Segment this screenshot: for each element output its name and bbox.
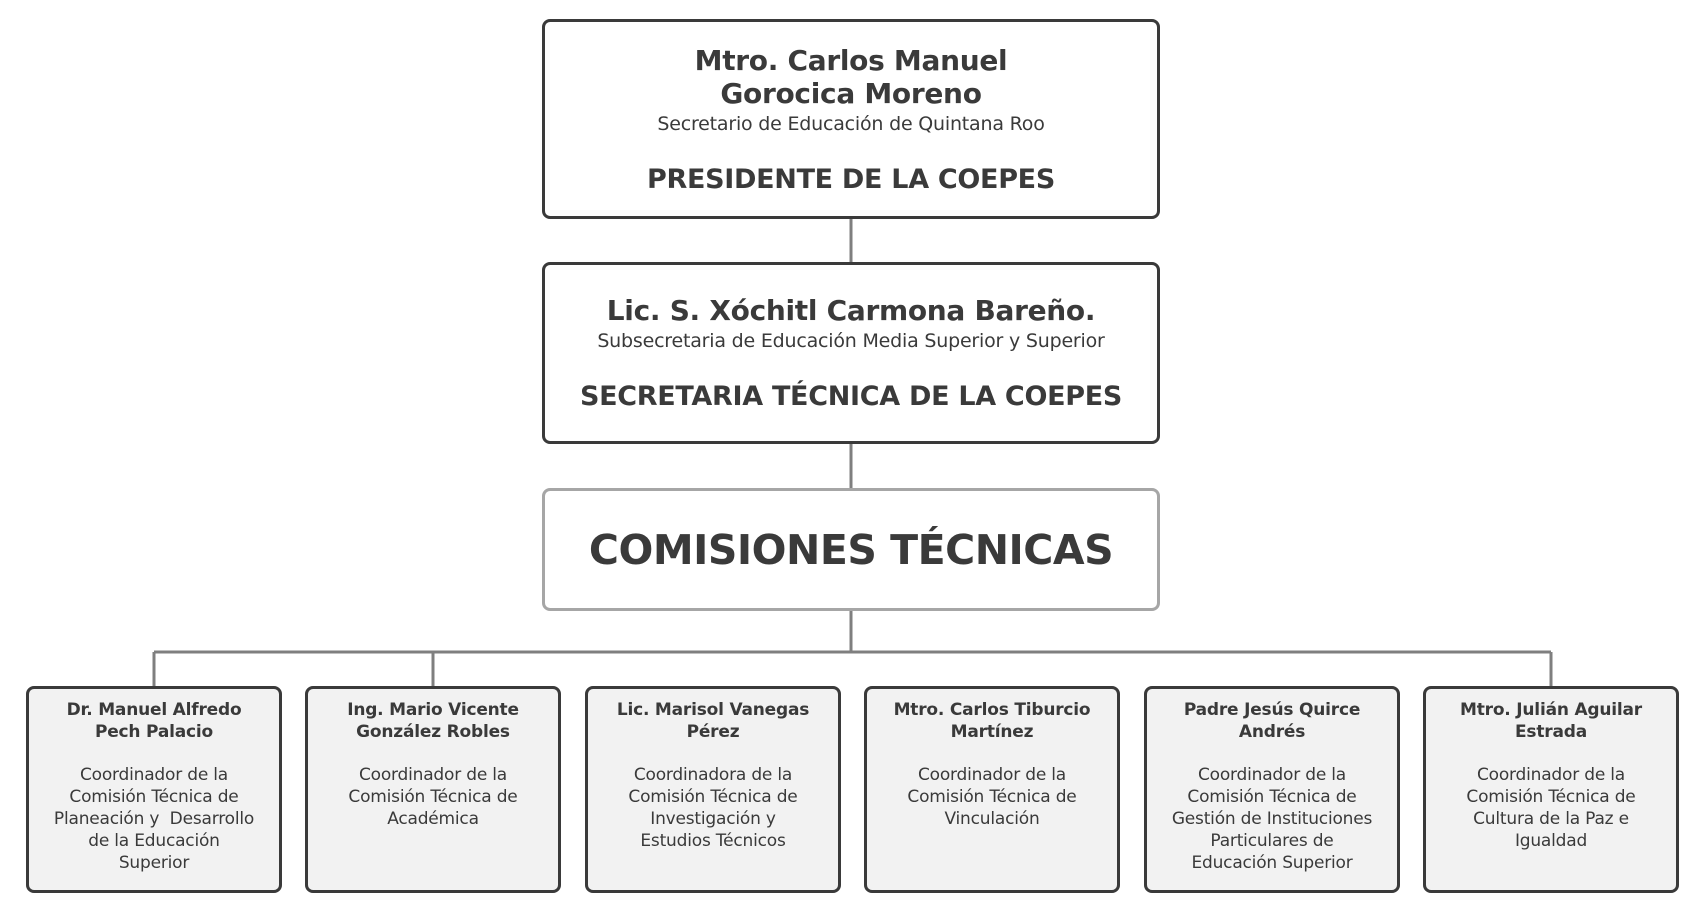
president-name: Mtro. Carlos Manuel Gorocica Moreno: [694, 44, 1008, 110]
technical-secretary-box: [542, 262, 1160, 444]
technical-secretary-position: Subsecretaria de Educación Media Superior y Superior: [597, 330, 1105, 352]
coordinator-box-investigacion: [585, 686, 841, 893]
coordinator-name: Dr. Manuel Alfredo Pech Palacio: [66, 700, 242, 742]
coordinator-name: Ing. Mario Vicente González Robles: [347, 700, 519, 742]
coordinator-description: Coordinador de la Comisión Técnica de Gestión de Instituciones Particulares de Educación Superior: [1171, 765, 1373, 873]
coordinator-description: Coordinadora de la Comisión Técnica de Investigación y Estudios Técnicos: [628, 765, 798, 851]
coordinator-box-academica: [305, 686, 561, 893]
president-position: Secretario de Educación de Quintana Roo: [657, 113, 1045, 135]
coordinator-name: Mtro. Carlos Tiburcio Martínez: [893, 700, 1091, 742]
coordinator-name: Mtro. Julián Aguilar Estrada: [1460, 700, 1642, 742]
coordinator-box-cultura-paz: [1423, 686, 1679, 893]
coordinator-box-planeacion: [26, 686, 282, 893]
coordinator-name: Lic. Marisol Vanegas Pérez: [616, 700, 810, 742]
technical-secretary-role: SECRETARIA TÉCNICA DE LA COEPES: [579, 381, 1123, 412]
commissions-box: [542, 488, 1160, 611]
technical-secretary-name: Lic. S. Xóchitl Carmona Bareño.: [606, 294, 1096, 327]
coordinator-description: Coordinador de la Comisión Técnica de Cultura de la Paz e Igualdad: [1466, 765, 1636, 851]
president-role: PRESIDENTE DE LA COEPES: [647, 164, 1055, 195]
coordinator-description: Coordinador de la Comisión Técnica de Planeación y Desarrollo de la Educación Superior: [53, 765, 255, 873]
coordinator-box-vinculacion: [864, 686, 1120, 893]
coordinator-name: Padre Jesús Quirce Andrés: [1183, 700, 1361, 742]
commissions-title: COMISIONES TÉCNICAS: [588, 525, 1114, 574]
coordinator-description: Coordinador de la Comisión Técnica de Académica: [348, 765, 518, 829]
president-box: [542, 19, 1160, 219]
coordinator-description: Coordinador de la Comisión Técnica de Vinculación: [907, 765, 1077, 829]
coordinator-box-instituciones-particulares: [1144, 686, 1400, 893]
